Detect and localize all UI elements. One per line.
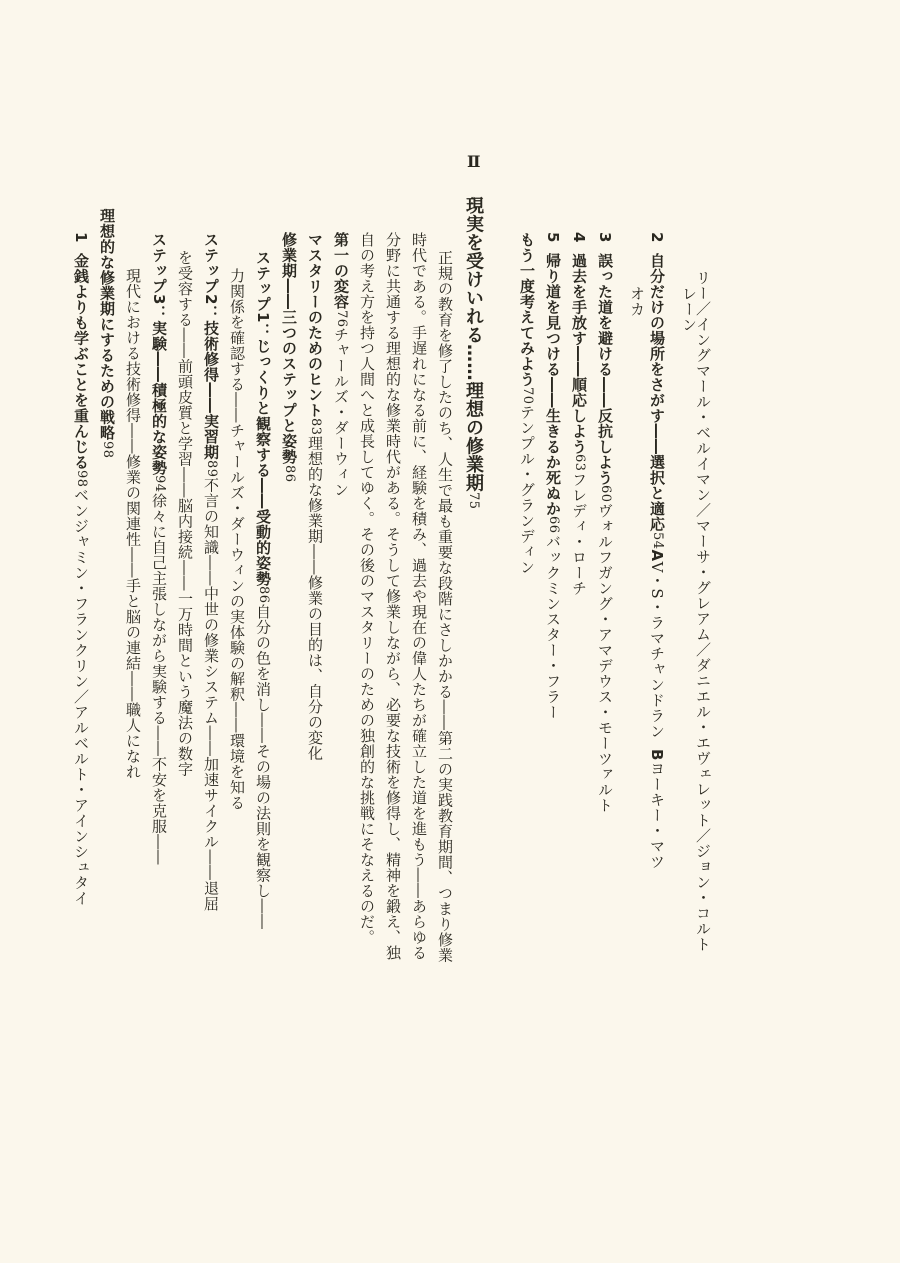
toc-text: 時代である。手遅れになる前に、経験を積み、過去や現在の偉人たちが確立した道を進もう――あらゆる [410, 232, 428, 961]
page-number: 98 [100, 440, 115, 459]
toc-entry-strategies[interactable] [96, 208, 118, 458]
toc-text: チャールズ・ダーウィン [332, 327, 350, 498]
toc-text: 分野に共通する理想的な修業時代がある。そうして修業しながら、必要な技術を修得し、精神を鍛え、独 [384, 232, 402, 961]
section-title: マスタリーのためのヒント [306, 232, 324, 418]
toc-entry-step-2[interactable] [200, 232, 222, 911]
subsection-marker: B [648, 748, 666, 761]
page-number: 86 [282, 464, 297, 483]
subsection-marker: A [648, 549, 666, 562]
toc-text: リー／イングマール・ベルイマン／マーサ・グレアム／ダニエル・エヴェレット／ジョン・コルト [694, 270, 712, 952]
toc-entry-part-2[interactable] [460, 196, 486, 510]
toc-line-1 [692, 270, 714, 952]
paragraph-line [434, 250, 456, 963]
paragraph-line [408, 232, 430, 961]
toc-text: 現代における技術修得――修業の関連性――手と脳の連結――職人になれ [124, 268, 142, 780]
chapter-title: もう一度考えてみよう [518, 232, 536, 387]
toc-entry-chapter-5[interactable] [542, 232, 564, 720]
toc-entry-chapter-4[interactable] [568, 232, 590, 596]
toc-text: 不言の知識――中世の修業システム――加速サイクル――退屈 [202, 477, 220, 912]
toc-entry-first-transformation[interactable] [330, 232, 352, 498]
toc-text: テンプル・グランディン [518, 404, 536, 576]
step-title: ステップ3：実験――積極的な姿勢 [150, 232, 168, 476]
toc-text: ヨーキー・マツ [648, 760, 666, 870]
page-number: 89 [204, 459, 219, 478]
toc-line-continuation [174, 250, 196, 777]
section-title: 理想的な修業期にするための戦略 [98, 208, 116, 441]
chapter-number: 1 [72, 232, 90, 243]
part-label: Ⅱ [467, 152, 481, 171]
chapter-title: 帰り道を見つける――生きるか死ぬか [544, 252, 562, 517]
chapter-number: 5 [544, 232, 562, 243]
toc-text: フレディ・ローチ [570, 471, 588, 596]
toc-entry-hints[interactable] [304, 232, 326, 761]
toc-entry-strategy-1[interactable] [70, 232, 92, 906]
chapter-title: 誤った道を避ける――反抗しよう [596, 252, 614, 486]
toc-text: 力関係を確認する――チャールズ・ダーウィンの実体験の解釈――環境を知る [228, 268, 246, 811]
toc-text: V・S・ラマチャンドラン [648, 561, 666, 739]
toc-text: 正規の教育を修了したのち、人生で最も重要な段階にさしかかる――第二の実践教育期間、つまり修業 [436, 250, 454, 963]
section-title: 修業期――三つのステップと姿勢 [280, 232, 298, 465]
toc-line-continuation [226, 268, 248, 811]
toc-line-continuation [122, 268, 144, 780]
toc-entry-three-steps[interactable] [278, 232, 300, 482]
toc-text: 徐々に自己主張しながら実験する――不安を克服―― [150, 492, 168, 865]
paragraph-line [382, 232, 404, 961]
page-number: 94 [152, 475, 167, 493]
page-number: 54 [650, 531, 665, 550]
toc-entry-step-1[interactable] [252, 250, 274, 929]
toc-entry-step-3[interactable] [148, 232, 170, 865]
toc-text: オカ [628, 286, 646, 317]
chapter-number: 4 [570, 232, 588, 243]
toc-text: を受容する――前頭皮質と学習――脳内接続――一万時間という魔法の数字 [176, 250, 194, 777]
chapter-title: 自分だけの場所をさがす――選択と適応 [648, 252, 666, 532]
toc-entry-chapter-2[interactable] [646, 232, 668, 869]
step-title: ステップ1：じっくりと観察する――受動的姿勢 [254, 250, 272, 587]
toc-text: 自の考え方を持つ人間へと成長してゆく。その後のマスタリーのための独創的な挑戦にそなえるのだ。 [358, 232, 376, 945]
toc-text: ベンジャミン・フランクリン／アルベルト・アインシュタイ [72, 487, 90, 906]
chapter-title: 過去を手放す――順応しよう [570, 252, 588, 455]
page-number: 70 [520, 387, 535, 405]
toc-line-4 [626, 286, 648, 317]
page-number: 66 [546, 516, 561, 534]
toc-text: 理想的な修業期――修業の目的は、自分の変化 [306, 435, 324, 762]
section-title: 第一の変容 [332, 232, 350, 310]
paragraph-line [356, 232, 378, 945]
page-number: 83 [308, 418, 323, 436]
toc-text: バックミンスター・フラー [544, 533, 562, 720]
page-number: 76 [334, 309, 349, 328]
page-number: 63 [572, 454, 587, 472]
step-title: ステップ2：技術修得――実習期 [202, 232, 220, 460]
chapter-number: 2 [648, 232, 666, 243]
page-number: 60 [598, 485, 613, 503]
page-number: 75 [466, 492, 481, 510]
toc-entry-reconsider[interactable] [516, 232, 538, 575]
toc-line-2 [678, 286, 700, 333]
toc-text: レーン [680, 286, 698, 333]
part-title: 現実を受けいれる……理想の修業期 [463, 196, 484, 492]
page-number: 86 [256, 586, 271, 604]
section-title: 金銭よりも学ぶことを重んじる [72, 252, 90, 470]
page-number: 98 [74, 469, 89, 488]
toc-text: 自分の色を消し――その場の法則を観察し―― [254, 603, 272, 930]
toc-entry-chapter-3[interactable] [594, 232, 616, 813]
chapter-number: 3 [596, 232, 614, 243]
toc-text: ヴォルフガング・アマデウス・モーツァルト [596, 502, 614, 813]
